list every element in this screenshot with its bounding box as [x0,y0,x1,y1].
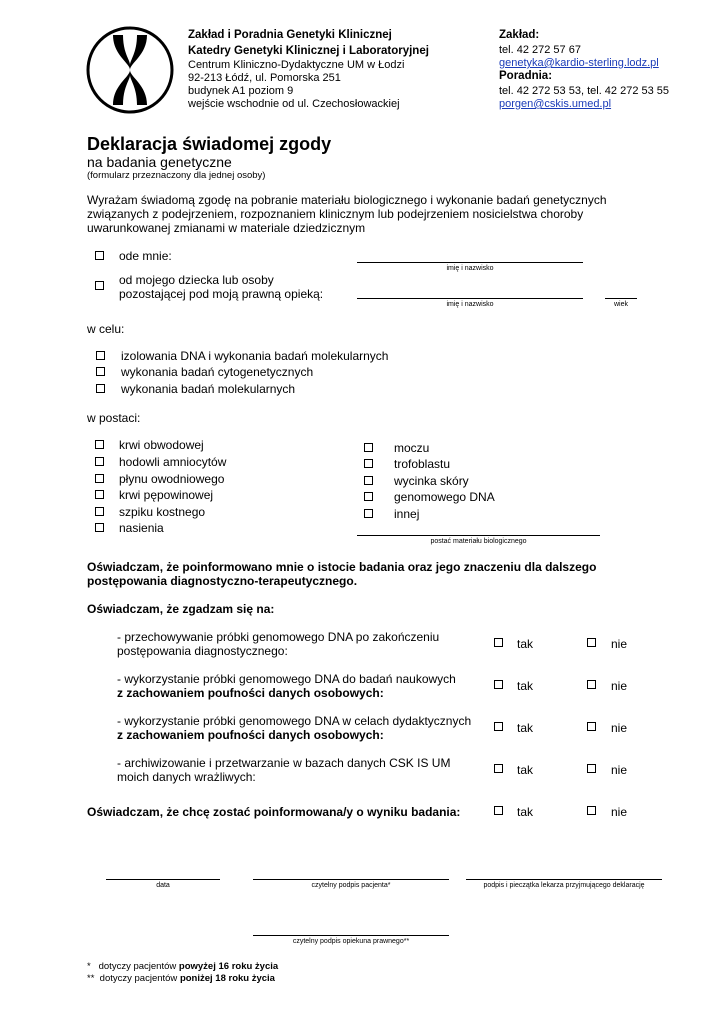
patient-signature-caption: czytelny podpis pacjenta* [311,882,391,889]
date-caption: data [156,882,170,889]
department-name: Katedry Genetyki Klinicznej i Laboratoryjnej [188,45,429,57]
material-checkbox[interactable] [95,523,104,532]
yes-label: tak [517,637,534,651]
zaklad-email-link[interactable]: genetyka@kardio-sterling.lodz.pl [499,57,659,69]
material-label: wycinka skóry [394,474,469,488]
name-line[interactable] [357,262,583,263]
material-checkbox[interactable] [364,443,373,452]
material-checkbox[interactable] [364,476,373,485]
material-label: nasienia [119,521,164,535]
consent-text: z zachowaniem poufności danych osobowych: [117,728,384,742]
consent-text: - wykorzystanie próbki genomowego DNA w celach dydaktycznych [117,714,472,728]
material-caption: postać materiału biologicznego [430,538,527,545]
yes-label: tak [517,679,534,693]
from-self-label: ode mnie: [119,249,172,263]
page-title: Deklaracja świadomej zgody [87,134,332,154]
material-checkbox[interactable] [95,507,104,516]
form-label: w postaci: [87,411,141,425]
zaklad-phone: tel. 42 272 57 67 [499,44,581,56]
material-label: trofoblastu [394,457,451,471]
doctor-signature-line[interactable] [466,879,662,880]
consent-no-checkbox[interactable] [587,722,596,731]
no-label: nie [611,679,628,693]
guardian-signature-line[interactable] [253,935,449,936]
child-name-line[interactable] [357,298,583,299]
consent-no-checkbox[interactable] [587,680,596,689]
material-label: krwi pępowinowej [119,488,214,502]
consent-text: moich danych wrażliwych: [117,770,256,784]
consent-yes-checkbox[interactable] [494,638,503,647]
purpose-label: w celu: [87,322,125,336]
material-checkbox[interactable] [364,459,373,468]
from-child-checkbox[interactable] [95,281,104,290]
from-self-checkbox[interactable] [95,251,104,260]
purpose-label: wykonania badań molekularnych [121,382,296,396]
from-child-label: od mojego dziecka lub osoby [119,273,274,287]
material-checkbox[interactable] [95,474,104,483]
statement-informed: Oświadczam, że poinformowano mnie o istocie badania oraz jego znaczeniu dla dalszego postępowania diagnostyczno-terapeutycznego. [87,560,597,588]
no-label: nie [611,763,628,777]
material-label: płynu owodniowego [119,472,225,486]
result-yes-checkbox[interactable] [494,806,503,815]
yes-label: tak [517,763,534,777]
footnote-emphasis: powyżej 16 roku życia [178,961,279,972]
statement-consent: Oświadczam, że zgadzam się na: [87,602,275,616]
footnote [87,961,278,972]
consent-text: - wykorzystanie próbki genomowego DNA do badań naukowych [117,672,456,686]
doctor-signature-caption: podpis i pieczątka lekarza przyjmującego deklarację [483,882,645,889]
zaklad-label: Zakład: [499,29,540,41]
consent-text: - archiwizowanie i przetwarzanie w bazach danych CSK IS UM [117,756,451,770]
material-line[interactable] [357,535,600,536]
consent-text: z zachowaniem poufności danych osobowych: [117,686,384,700]
consent-yes-checkbox[interactable] [494,764,503,773]
purpose-checkbox[interactable] [96,384,105,393]
intro-text: Wyrażam świadomą zgodę na pobranie materiału biologicznego i wykonanie badań genetycznych związanych z podejrzeniem, rozpoznaniem klinicznym lub podejrzeniem nosicielstwa choroby uwarunkowanej zmianami w materiale dziedzicznym [87,193,607,235]
purpose-checkbox[interactable] [96,367,105,376]
consent-no-checkbox[interactable] [587,764,596,773]
consent-yes-checkbox[interactable] [494,722,503,731]
material-checkbox[interactable] [95,457,104,466]
material-checkbox[interactable] [364,509,373,518]
address-line: budynek A1 poziom 9 [188,85,294,97]
no-label: nie [611,637,628,651]
yes-label: tak [517,721,534,735]
date-line[interactable] [106,879,220,880]
age-caption: wiek [613,301,628,308]
footnote-emphasis: poniżej 18 roku życia [179,973,275,984]
age-line[interactable] [605,298,637,299]
consent-yes-checkbox[interactable] [494,680,503,689]
footnote-text: ** dotyczy pacjentów [87,973,180,984]
material-label: innej [394,507,420,521]
institution-name: Zakład i Poradnia Genetyki Klinicznej [188,29,392,41]
poradnia-label: Poradnia: [499,70,553,82]
no-label: nie [611,805,628,819]
purpose-label: izolowania DNA i wykonania badań molekularnych [121,349,389,363]
guardian-signature-caption: czytelny podpis opiekuna prawnego** [292,938,410,945]
material-checkbox[interactable] [364,492,373,501]
material-label: krwi obwodowej [119,438,204,452]
statement-result: Oświadczam, że chcę zostać poinformowana/y o wyniku badania: [87,805,461,819]
from-child-label: pozostającej pod moją prawną opieką: [119,287,324,301]
address-line: 92-213 Łódź, ul. Pomorska 251 [188,72,341,84]
purpose-checkbox[interactable] [96,351,105,360]
name-caption: imię i nazwisko [446,301,494,308]
yes-label: tak [517,805,534,819]
footnote [87,973,275,984]
footnote-text: * dotyczy pacjentów [87,961,179,972]
address-line: Centrum Kliniczno-Dydaktyczne UM w Łodzi [188,59,405,71]
material-checkbox[interactable] [95,440,104,449]
name-caption: imię i nazwisko [446,265,494,272]
consent-no-checkbox[interactable] [587,638,596,647]
form-note: (formularz przeznaczony dla jednej osoby) [87,170,266,181]
material-label: szpiku kostnego [119,505,206,519]
no-label: nie [611,721,628,735]
page-subtitle: na badania genetyczne [87,154,232,170]
result-no-checkbox[interactable] [587,806,596,815]
address-line: wejście wschodnie od ul. Czechosłowackiej [188,98,400,110]
chromosome-logo-icon [85,25,175,115]
material-label: genomowego DNA [394,490,495,504]
poradnia-email-link[interactable]: porgen@cskis.umed.pl [499,98,612,110]
material-label: hodowli amniocytów [119,455,227,469]
patient-signature-line[interactable] [253,879,449,880]
consent-text: postępowania diagnostycznego: [117,644,288,658]
material-checkbox[interactable] [95,490,104,499]
poradnia-phone: tel. 42 272 53 53, tel. 42 272 53 55 [499,85,670,97]
material-label: moczu [394,441,430,455]
consent-text: - przechowywanie próbki genomowego DNA po zakończeniu [117,630,440,644]
purpose-label: wykonania badań cytogenetycznych [121,365,314,379]
